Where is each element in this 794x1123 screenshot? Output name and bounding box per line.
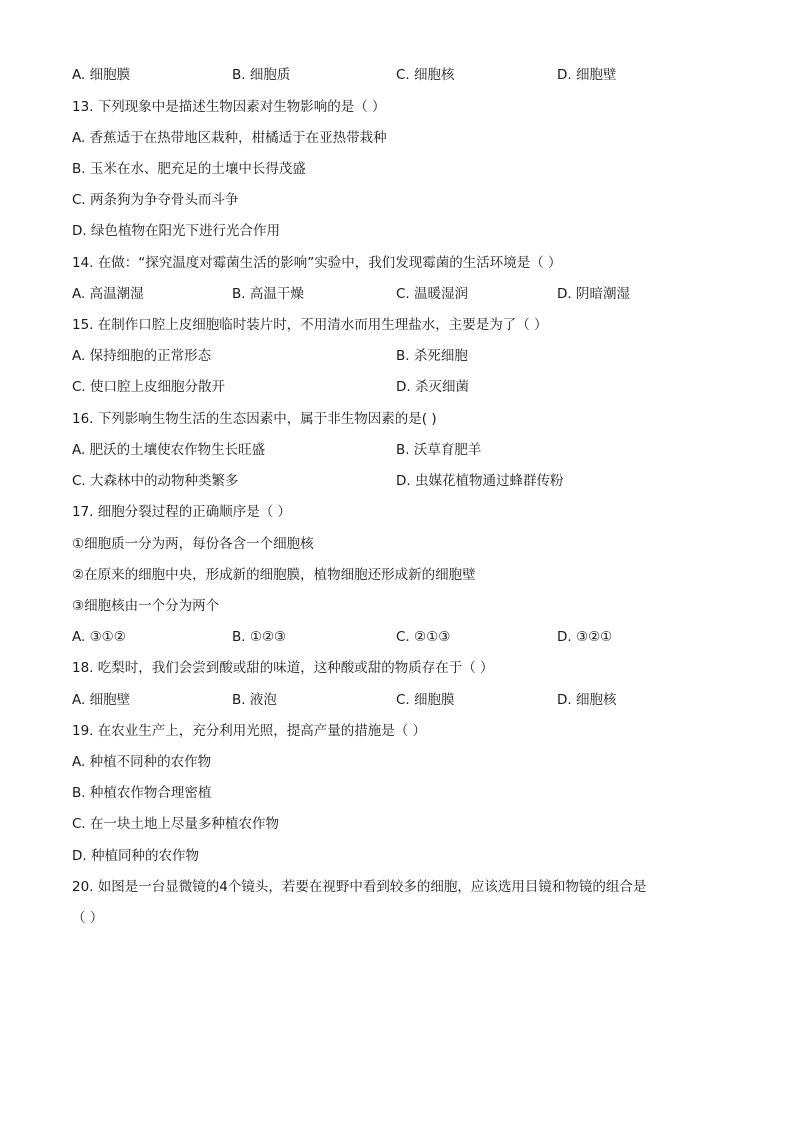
q14-option-b: B. 高温干燥 xyxy=(232,286,304,302)
q14-option-c: C. 温暖湿润 xyxy=(396,286,469,302)
q20-stem-continuation: （ ） xyxy=(72,910,104,926)
q19-option-c: C. 在一块土地上尽量多种植农作物 xyxy=(72,816,280,832)
q17-stem: 17. 细胞分裂过程的正确顺序是（ ） xyxy=(72,504,292,520)
q15-option-d: D. 杀灭细菌 xyxy=(396,379,469,395)
q12-option-b: B. 细胞质 xyxy=(232,67,291,83)
q17-option-a: A. ③①② xyxy=(72,629,126,645)
q14-stem: 14. 在做：“探究温度对霉菌生活的影响”实验中，我们发现霉菌的生活环境是（ ） xyxy=(72,255,562,271)
q12-option-a: A. 细胞膜 xyxy=(72,67,131,83)
q17-item-1: ①细胞质一分为两，每份各含一个细胞核 xyxy=(72,536,314,552)
q15-stem: 15. 在制作口腔上皮细胞临时装片时，不用清水而用生理盐水，主要是为了（ ） xyxy=(72,317,548,333)
q16-stem: 16. 下列影响生物生活的生态因素中，属于非生物因素的是( ) xyxy=(72,411,437,427)
q15-option-c: C. 使口腔上皮细胞分散开 xyxy=(72,379,226,395)
q18-option-b: B. 液泡 xyxy=(232,692,277,708)
q17-option-d: D. ③②① xyxy=(557,629,613,645)
q18-option-a: A. 细胞壁 xyxy=(72,692,131,708)
q13-option-c: C. 两条狗为争夺骨头而斗争 xyxy=(72,192,239,208)
q16-option-d: D. 虫媒花植物通过蜂群传粉 xyxy=(396,473,564,489)
q20-stem: 20. 如图是一台显微镜的4个镜头，若要在视野中看到较多的细胞，应该选用目镜和物镜的组合是 xyxy=(72,879,647,895)
q17-option-c: C. ②①③ xyxy=(396,629,451,645)
q17-item-3: ③细胞核由一个分为两个 xyxy=(72,598,220,614)
q19-option-b: B. 种植农作物合理密植 xyxy=(72,785,212,801)
q19-option-d: D. 种植同种的农作物 xyxy=(72,848,199,864)
q19-stem: 19. 在农业生产上，充分利用光照，提高产量的措施是（ ） xyxy=(72,723,427,739)
q13-option-a: A. 香蕉适于在热带地区栽种，柑橘适于在亚热带栽种 xyxy=(72,130,387,146)
q17-item-2: ②在原来的细胞中央，形成新的细胞膜，植物细胞还形成新的细胞壁 xyxy=(72,567,476,583)
q19-option-a: A. 种植不同种的农作物 xyxy=(72,754,212,770)
q18-option-d: D. 细胞核 xyxy=(557,692,617,708)
q18-stem: 18. 吃梨时，我们会尝到酸或甜的味道，这种酸或甜的物质存在于（ ） xyxy=(72,660,494,676)
q18-option-c: C. 细胞膜 xyxy=(396,692,455,708)
q14-option-a: A. 高温潮湿 xyxy=(72,286,144,302)
q13-option-b: B. 玉米在水、肥充足的土壤中长得茂盛 xyxy=(72,161,306,177)
q15-option-b: B. 杀死细胞 xyxy=(396,348,468,364)
q17-option-b: B. ①②③ xyxy=(232,629,287,645)
q13-stem: 13. 下列现象中是描述生物因素对生物影响的是（ ） xyxy=(72,99,386,115)
q13-option-d: D. 绿色植物在阳光下进行光合作用 xyxy=(72,223,280,239)
q12-option-c: C. 细胞核 xyxy=(396,67,455,83)
q16-option-c: C. 大森林中的动物种类繁多 xyxy=(72,473,239,489)
q14-option-d: D. 阴暗潮湿 xyxy=(557,286,630,302)
q12-option-d: D. 细胞壁 xyxy=(557,67,617,83)
q15-option-a: A. 保持细胞的正常形态 xyxy=(72,348,212,364)
q16-option-b: B. 沃草育肥羊 xyxy=(396,442,482,458)
q16-option-a: A. 肥沃的土壤使农作物生长旺盛 xyxy=(72,442,266,458)
